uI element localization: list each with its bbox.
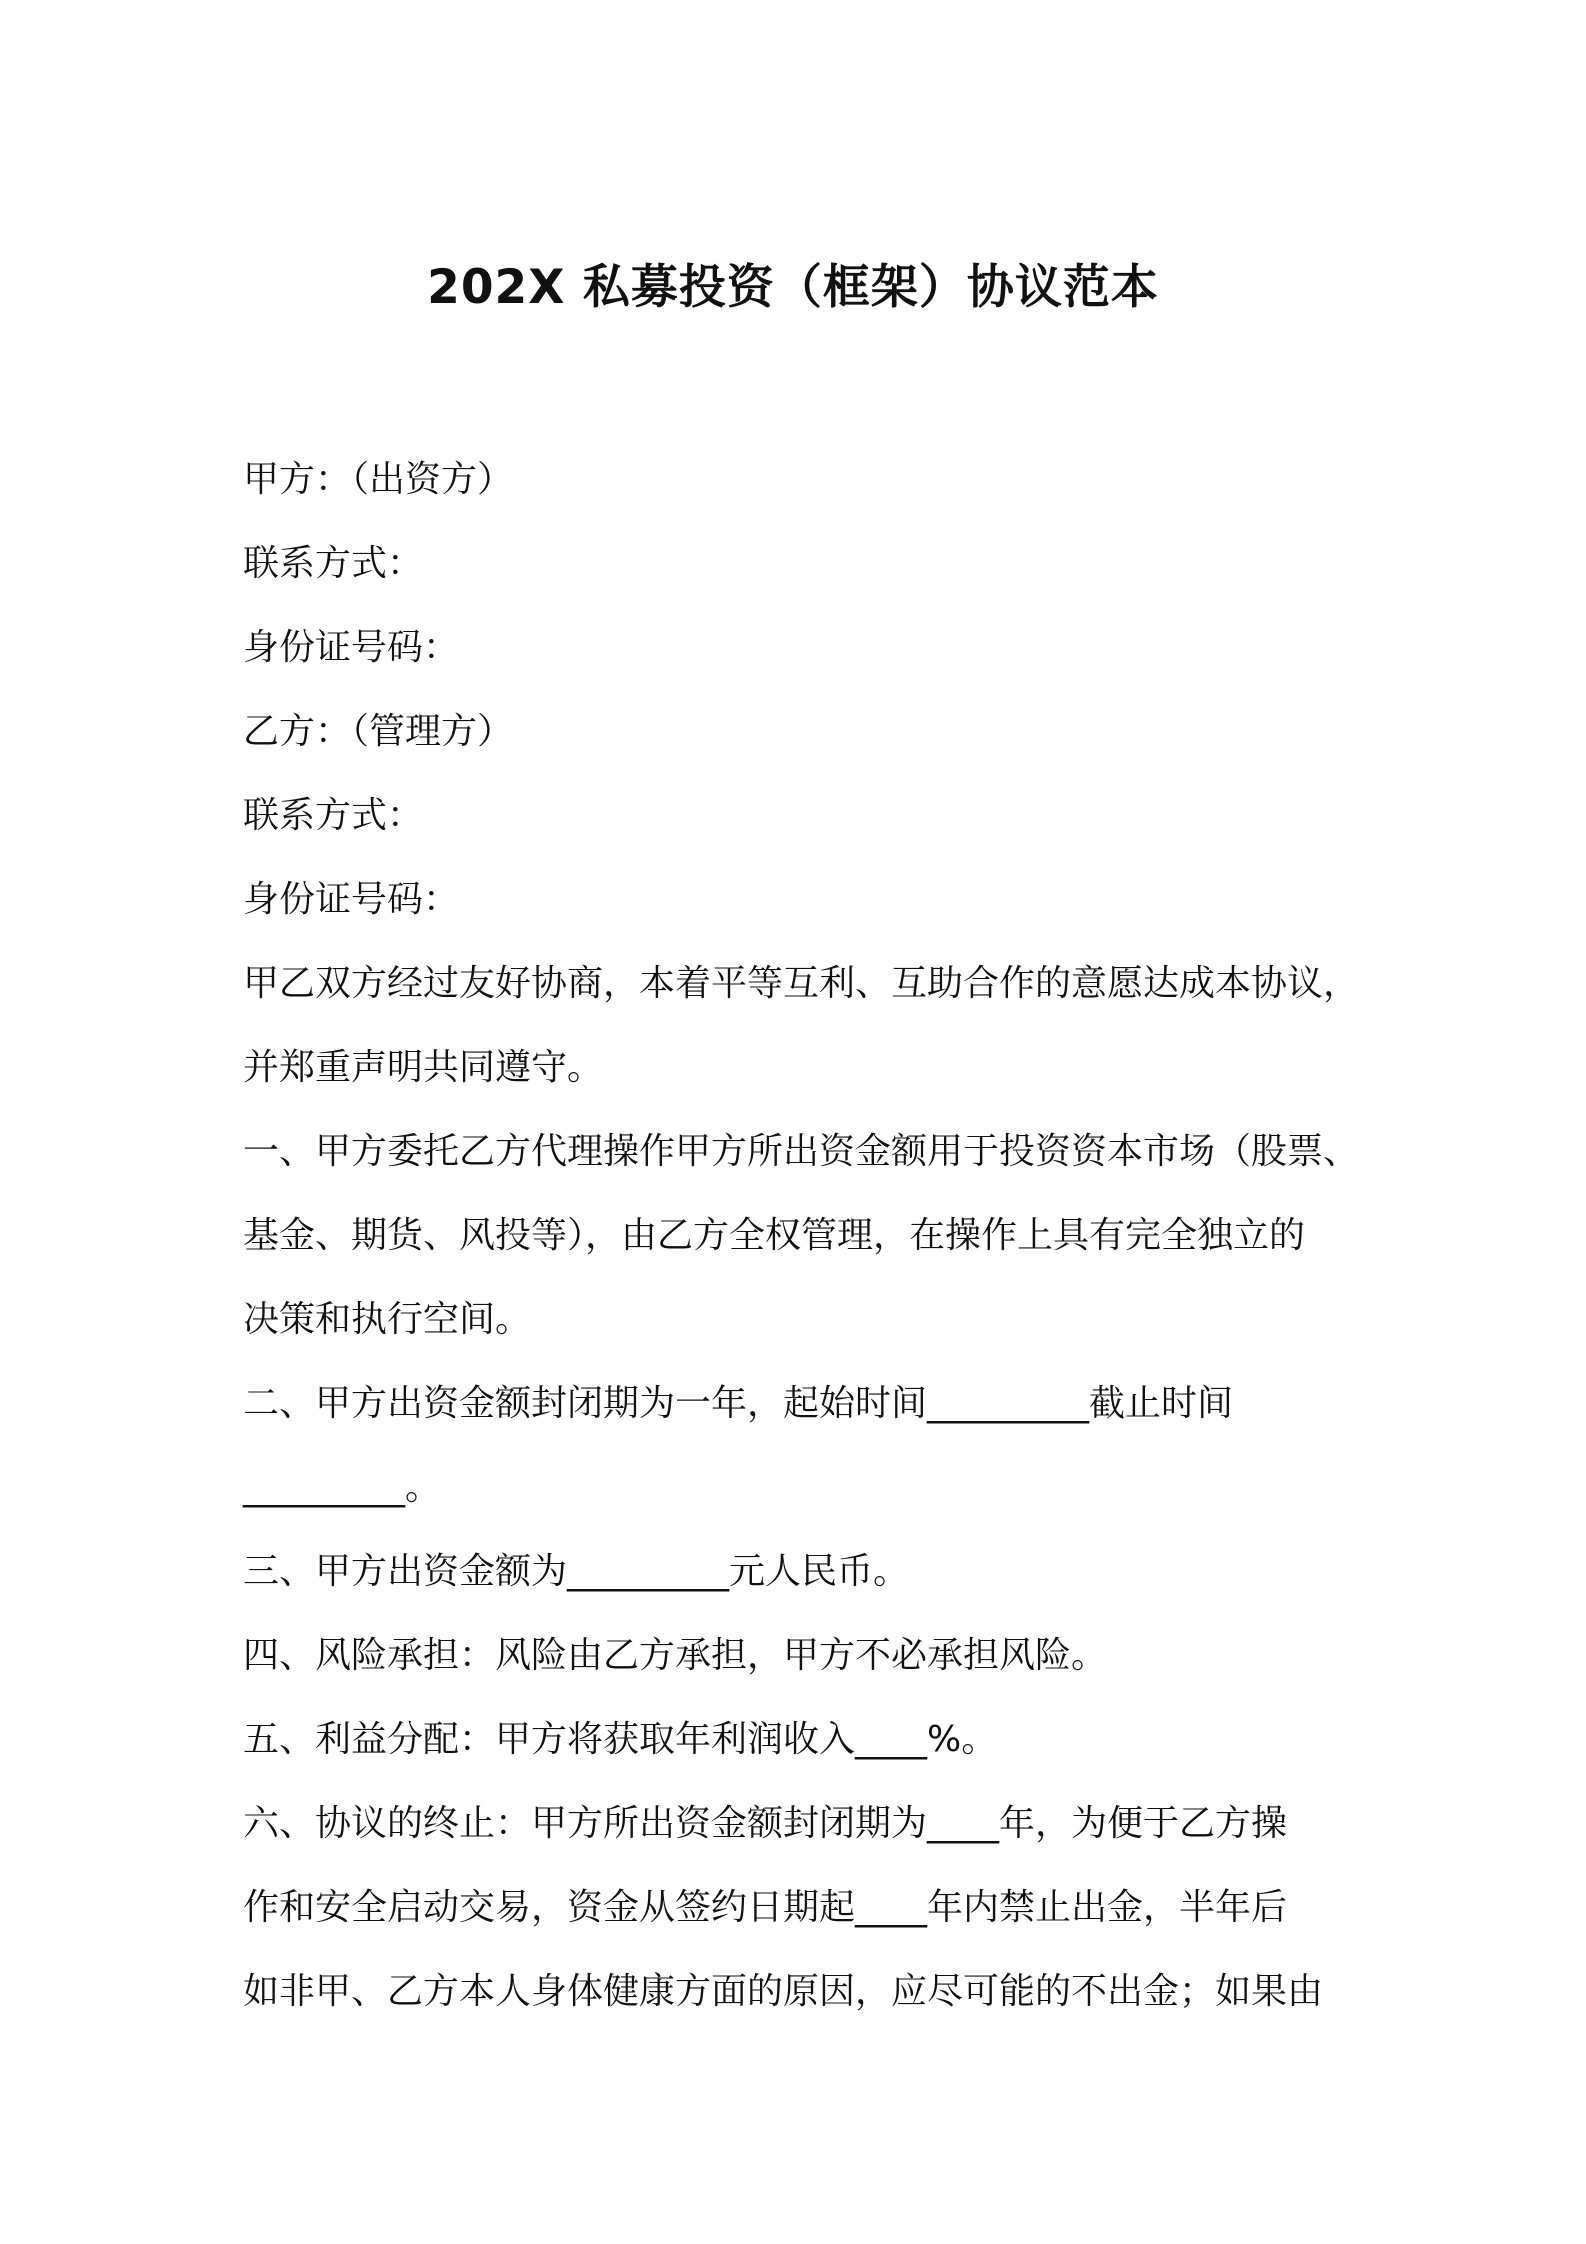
document-title: 202X 私募投资（框架）协议范本 [427,260,1159,315]
clause-6-line-2: 作和安全启动交易，资金从签约日期起____年内禁止出金，半年后 [243,1887,1288,1928]
party-a-contact-line: 联系方式： [243,543,424,584]
party-b-contact-line: 联系方式： [243,795,424,836]
clause-2-line-1: 二、甲方出资金额封闭期为一年，起始时间_________截止时间 [243,1383,1234,1424]
clause-3-line: 三、甲方出资金额为_________元人民币。 [243,1551,910,1592]
clause-5-line: 五、利益分配：甲方将获取年利润收入____%。 [243,1719,998,1760]
intro-line-2: 并郑重声明共同遵守。 [243,1047,604,1088]
clause-1-line-2: 基金、期货、风投等），由乙方全权管理，在操作上具有完全独立的 [243,1215,1306,1256]
party-a-id-line: 身份证号码： [243,627,460,668]
party-a-line: 甲方：（出资方） [243,459,514,500]
clause-1-line-3: 决策和执行空间。 [243,1299,532,1340]
clause-4-line: 四、风险承担：风险由乙方承担，甲方不必承担风险。 [243,1635,1108,1676]
clause-2-line-2: _________。 [243,1467,442,1508]
clause-6-line-3: 如非甲、乙方本人身体健康方面的原因，应尽可能的不出金；如果由 [243,1971,1324,2012]
clause-6-line-1: 六、协议的终止：甲方所出资金额封闭期为____年，为便于乙方操 [243,1803,1288,1844]
intro-line-1: 甲乙双方经过友好协商，本着平等互利、互助合作的意愿达成本协议， [243,963,1360,1004]
party-b-id-line: 身份证号码： [243,879,460,920]
party-b-line: 乙方：（管理方） [243,711,514,752]
clause-1-line-1: 一、甲方委托乙方代理操作甲方所出资金额用于投资资本市场（股票、 [243,1131,1360,1172]
